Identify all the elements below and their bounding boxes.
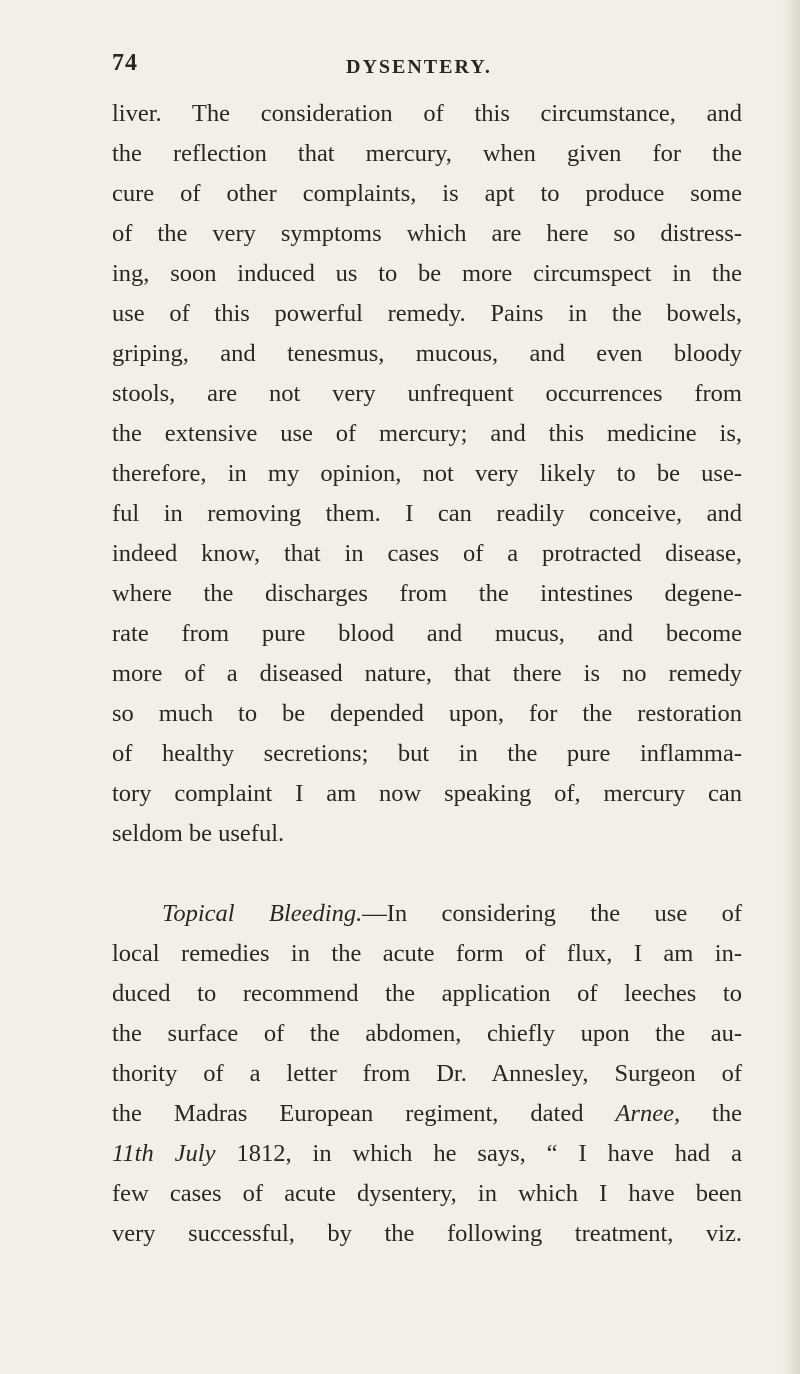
text-line: stools, are not very unfrequent occurrences from — [112, 380, 742, 407]
text-line: tory complaint I am now speaking of, mercury can — [112, 780, 742, 807]
text-line: few cases of acute dysentery, in which I have been — [112, 1180, 742, 1207]
text-line: so much to be depended upon, for the restoration — [112, 700, 742, 727]
text-line: the reflection that mercury, when given for the — [112, 140, 742, 167]
text-fragment: 1812, in which he says, “ I have had a — [215, 1140, 743, 1167]
text-line: therefore, in my opinion, not very likely to be use- — [112, 460, 742, 487]
text-line: duced to recommend the application of leeches to — [112, 980, 742, 1007]
text-fragment: —In considering the use of — [362, 900, 742, 927]
text-line — [112, 1094, 742, 1134]
page-header — [112, 50, 742, 94]
text-line: the surface of the abdomen, chiefly upon the au- — [112, 1020, 742, 1047]
paragraph-gap — [112, 854, 742, 894]
text-line: griping, and tenesmus, mucous, and even bloody — [112, 340, 742, 367]
text-line: the extensive use of mercury; and this medicine is, — [112, 420, 742, 447]
paragraph-mercury — [112, 94, 742, 854]
text-line: thority of a letter from Dr. Annesley, Surgeon of — [112, 1060, 742, 1087]
text-line: ing, soon induced us to be more circumspect in the — [112, 260, 742, 287]
text-line: liver. The consideration of this circumstance, and — [112, 100, 742, 127]
section-heading: Topical Bleeding. — [162, 900, 363, 927]
text-line: use of this powerful remedy. Pains in the bowels, — [112, 300, 742, 327]
text-line: more of a diseased nature, that there is no remedy — [112, 660, 742, 687]
page-edge-shadow — [782, 0, 800, 1374]
text-line — [112, 1134, 742, 1174]
paragraph-topical-bleeding — [112, 894, 742, 1254]
text-line: of the very symptoms which are here so distress- — [112, 220, 742, 247]
text-line: indeed know, that in cases of a protracted disease, — [112, 540, 742, 567]
text-line: rate from pure blood and mucus, and become — [112, 620, 742, 647]
date-text: 11th July — [112, 1140, 216, 1167]
page-number: 74 — [112, 50, 138, 76]
text-fragment: the — [680, 1100, 742, 1127]
text-line: ful in removing them. I can readily conceive, and — [112, 500, 742, 527]
place-name: Arnee, — [615, 1100, 681, 1127]
running-head: DYSENTERY. — [346, 56, 492, 78]
text-line: cure of other complaints, is apt to produce some — [112, 180, 742, 207]
book-page — [112, 50, 742, 1254]
text-line — [112, 894, 742, 934]
text-fragment: the Madras European regiment, dated — [112, 1100, 616, 1127]
text-line: very successful, by the following treatment, viz. — [112, 1220, 742, 1247]
text-line: where the discharges from the intestines degene- — [112, 580, 742, 607]
text-line: seldom be useful. — [112, 820, 285, 847]
text-line: local remedies in the acute form of flux, I am in- — [112, 940, 742, 967]
text-line: of healthy secretions; but in the pure inflamma- — [112, 740, 742, 767]
